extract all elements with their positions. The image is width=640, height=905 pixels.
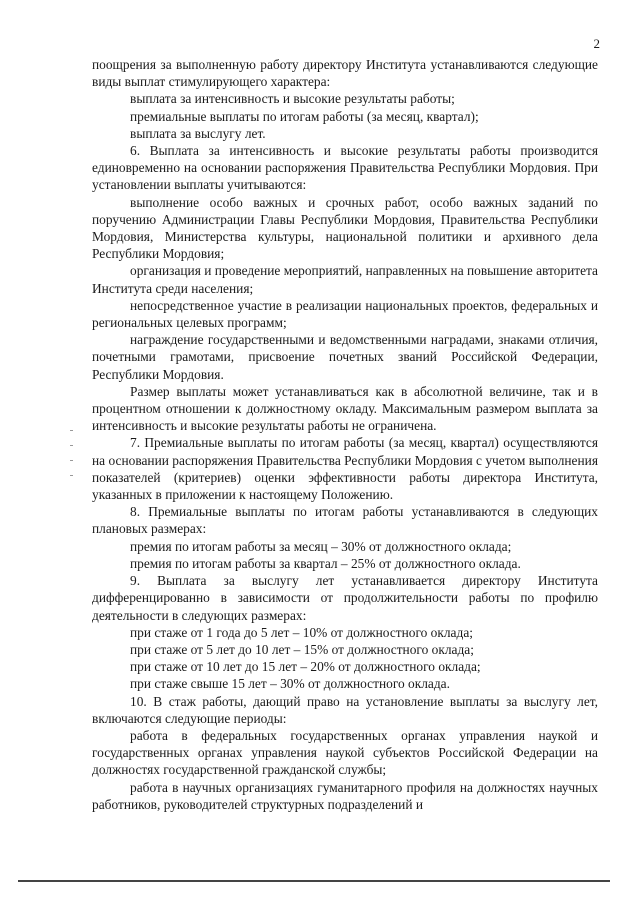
margin-marks [70,430,76,490]
paragraph: работа в федеральных государственных органах управления наукой и государственных органах управления наукой субъектов Российской Федерации на должностях государственной гражданской службы; [92,727,598,778]
document-body [92,56,598,813]
list-item: при стаже от 1 года до 5 лет – 10% от должностного оклада; [130,624,473,640]
list-item: премия по итогам работы за квартал – 25% от должностного оклада. [130,555,521,571]
page-number: 2 [593,36,600,51]
paragraph: 10. В стаж работы, дающий право на установление выплаты за выслугу лет, включаются следующие периоды: [92,693,598,726]
list-item: выплата за интенсивность и высокие результаты работы; [130,91,455,107]
list-item: выплата за выслугу лет. [130,125,266,141]
paragraph: Размер выплаты может устанавливаться как в абсолютной величине, так и в процентном отношении к должностному окладу. Максимальным размером выплата за интенсивность и высокие результаты работы не ограничена. [92,383,598,434]
paragraph: 9. Выплата за выслугу лет устанавливается директору Института дифференцированно в зависимости от продолжительности работы по профилю деятельности в следующих размерах: [92,573,598,623]
list-item: при стаже свыше 15 лет – 30% от должностного оклада. [130,676,450,692]
paragraph: выполнение особо важных и срочных работ, особо важных заданий по поручению Администрации Главы Республики Мордовия, Правительства Республики Мордовия, Министерства культуры, национальной политики и архивного дела Республики Мордовия; [92,194,598,262]
bottom-rule [18,880,610,882]
paragraph: 7. Премиальные выплаты по итогам работы (за месяц, квартал) осуществляются на основании распоряжения Правительства Республики Мордовия с учетом выполнения показателей (критериев) оценки эффективности работы директора Института, указанных в приложении к настоящему Положению. [92,435,598,503]
paragraph: непосредственное участие в реализации национальных проектов, федеральных и региональных целевых программ; [92,297,598,331]
list-item: премия по итогам работы за месяц – 30% от должностного оклада; [130,538,512,554]
list-item: при стаже от 5 лет до 10 лет – 15% от должностного оклада; [130,641,474,657]
paragraph: награждение государственными и ведомственными наградами, знаками отличия, почетными грамотами, присвоение почетных званий Российской Федерации, Республики Мордовия. [92,332,598,382]
paragraph: 6. Выплата за интенсивность и высокие результаты работы производится единовременно на основании распоряжения Правительства Республики Мордовия. При установлении выплаты учитываются: [92,143,598,193]
list-item: при стаже от 10 лет до 15 лет – 20% от должностного оклада; [130,659,481,675]
paragraph: организация и проведение мероприятий, направленных на повышение авторитета Института среди населения; [92,263,598,296]
paragraph: 8. Премиальные выплаты по итогам работы устанавливаются в следующих плановых размерах: [92,504,598,537]
list-item: премиальные выплаты по итогам работы (за месяц, квартал); [130,108,479,124]
paragraph: работа в научных организациях гуманитарного профиля на должностях научных работников, руководителей структурных подразделений и [92,779,598,812]
paragraph: поощрения за выполненную работу директору Института устанавливаются следующие виды выплат стимулирующего характера: [92,57,598,90]
